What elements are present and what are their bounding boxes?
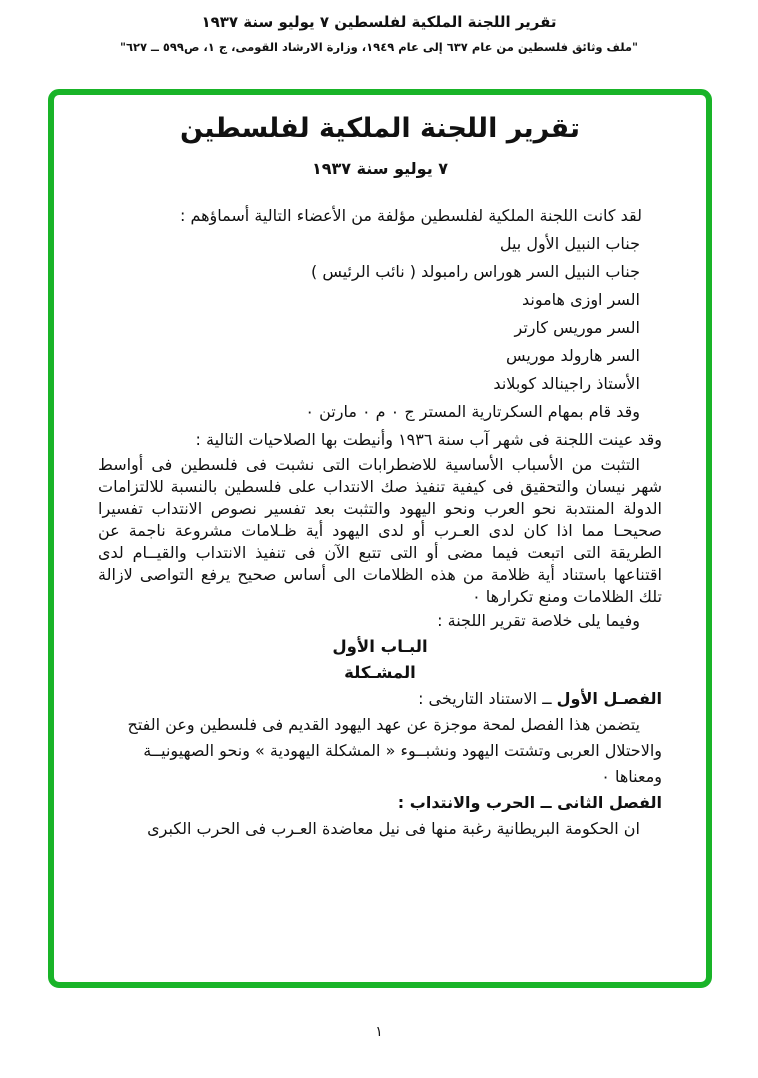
member-line: جناب النبيل الأول بيل bbox=[499, 234, 640, 253]
page-header bbox=[0, 12, 758, 54]
summary-line: وفيما يلى خلاصة تقرير اللجنة : bbox=[437, 611, 640, 630]
appointment-line: وقد عينت اللجنة فى شهر آب سنة ١٩٣٦ وأنيطت بها الصلاحيات التالية : bbox=[195, 430, 662, 449]
member-line: السر هارولد موريس bbox=[505, 346, 640, 365]
chapter-1-heading-number: الفصـل الأول bbox=[556, 689, 662, 708]
chapter-1-heading bbox=[98, 686, 662, 712]
page-number: ١ bbox=[375, 1024, 383, 1040]
part-subheading: المشـكلة bbox=[344, 663, 416, 682]
member-line: السر اوزى هاموند bbox=[521, 290, 640, 309]
page-header-title: تقرير اللجنة الملكية لفلسطين ٧ يوليو سنة ١٩٣٧ bbox=[201, 13, 557, 31]
document-date: ٧ يوليو سنة ١٩٣٧ bbox=[311, 159, 449, 178]
chapter-2-heading-number: الفصل الثانى ــ الحرب والانتداب : bbox=[397, 793, 662, 812]
document-title: تقرير اللجنة الملكية لفلسطين bbox=[179, 113, 581, 144]
document-body bbox=[98, 202, 662, 842]
part-heading: البـاب الأول bbox=[332, 637, 428, 656]
member-line: الأستاذ راجينالد كوبلاند bbox=[493, 374, 640, 393]
chapter-2-body: ان الحكومة البريطانية رغبة منها فى نيل معاضدة العـرب فى الحرب الكبرى bbox=[147, 819, 640, 838]
chapter-1-heading-title: ــ الاستناد التاريخى : bbox=[418, 689, 557, 708]
page-header-citation: "ملف وثائق فلسطين من عام ٦٣٧ إلى عام ١٩٤٩، وزارة الارشاد القومى، ج ١، ص٥٩٩ ــ ٦٢٧" bbox=[119, 40, 639, 54]
chapter-2-heading bbox=[98, 790, 662, 816]
intro-line: لقد كانت اللجنة الملكية لفلسطين مؤلفة من الأعضاء التالية أسماؤهم : bbox=[179, 206, 642, 225]
green-frame bbox=[48, 89, 712, 988]
chapter-1-body: يتضمن هذا الفصل لمحة موجزة عن عهد اليهود القديم فى فلسطين وعن الفتح والاحتلال العربى وتشتت اليهود ونشبــوء « المشكلة اليهودية » ونحو الصهيونيــة ومعناها ٠ bbox=[127, 715, 662, 786]
member-line: السر موريس كارتر bbox=[514, 318, 640, 337]
mandate-paragraph: التثبت من الأسباب الأساسية للاضطرابات التى نشبت فى فلسطين فى أواسط شهر نيسان والتحقيق فى كيفية تنفيذ صك الانتداب على فلسطين بالنسبة للالتزامات الدولة المنتدبة نحو العرب ونحو اليهود والتثبت بعد تفسير نصوص الانتداب تفسيرا صحيحـا مما اذا كان لدى العـرب أو لدى اليهود أية ظـلامات مشروعة ناجمة عن الطريقة التى اتبعت فيما مضى أو التى تتبع الآن فى تنفيذ الانتداب والقيــام لدى اقتناعها باستناد أية ظلامة من هذه الظلامات الى أساس صحيح يرفع التواصى لازالة تلك الظلامات ومنع تكرارها ٠ bbox=[98, 455, 662, 606]
member-line: جناب النبيل السر هوراس رامبولد ( نائب الرئيس ) bbox=[310, 262, 640, 281]
secretary-line: وقد قام بمهام السكرتارية المستر ج ٠ م ٠ مارتن ٠ bbox=[305, 402, 640, 421]
